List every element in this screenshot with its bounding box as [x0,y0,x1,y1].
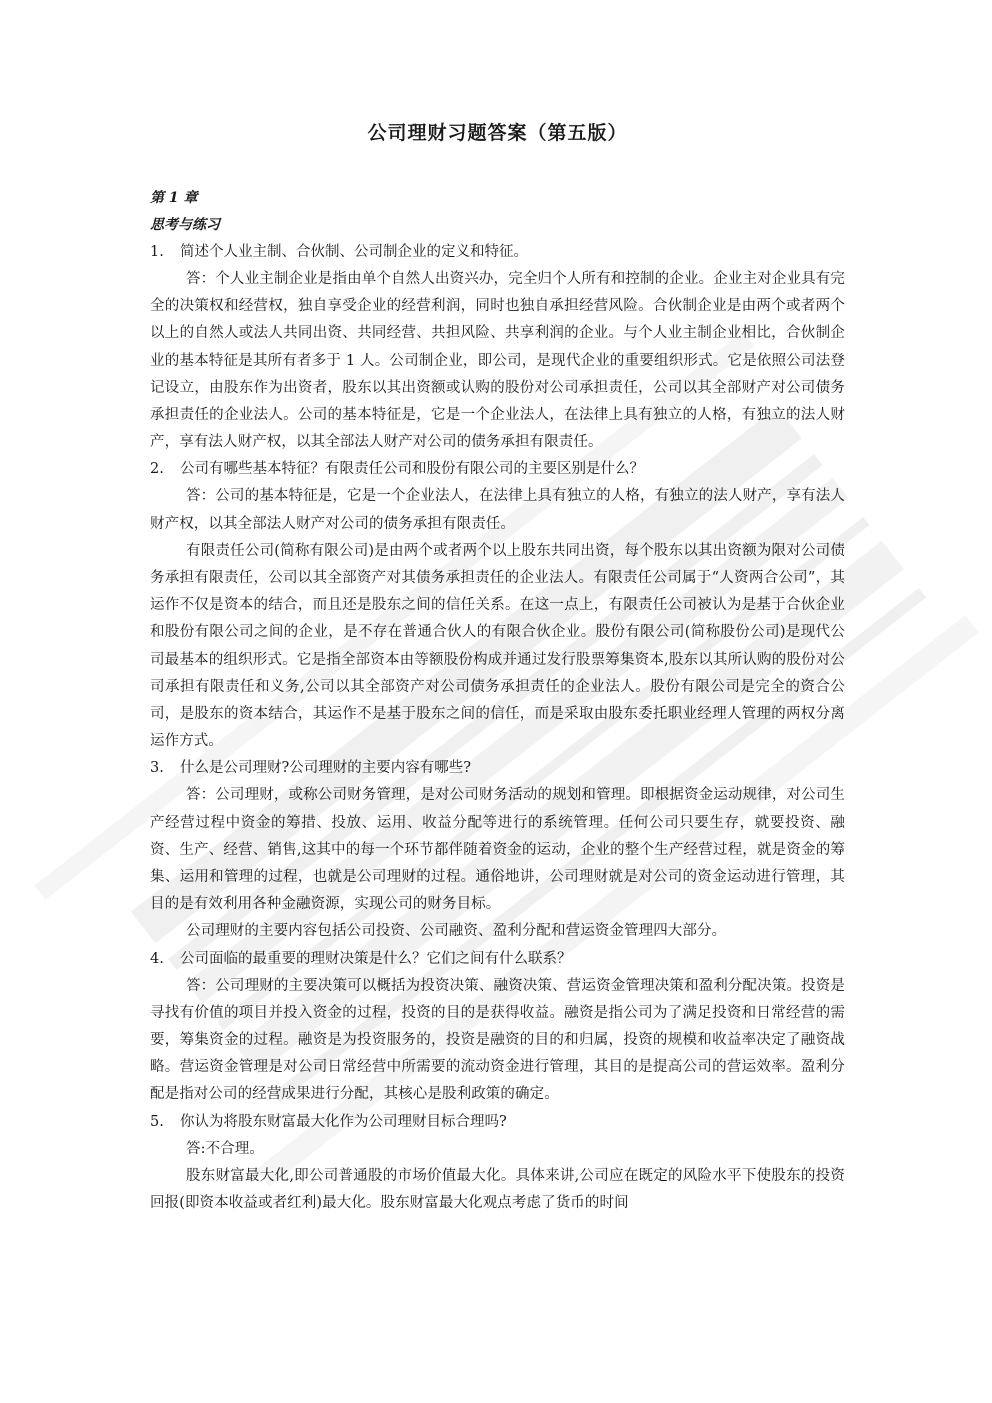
answer-paragraph: 答：公司的基本特征是，它是一个企业法人，在法律上具有独立的人格，有独立的法人财产，享有法人财产权，以其全部法人财产对公司的债务承担有限责任。 [150,488,845,532]
answer-paragraph: 股东财富最大化,即公司普通股的市场价值最大化。具体来讲,公司应在既定的风险水平下使股东的投资回报(即资本收益或者红利)最大化。股东财富最大化观点考虑了货币的时间 [150,1167,845,1212]
section-heading: 思考与练习 [150,217,220,233]
question-text: 简述个人业主制、合伙制、公司制企业的定义和特征。 [180,244,528,260]
question-number: 5. [150,1113,164,1130]
question-4 [150,946,845,973]
answer-paragraph: 答：公司理财，或称公司财务管理，是对公司财务活动的规划和管理。即根据资金运动规律，对公司生产经营过程中资金的筹措、投放、运用、收益分配等进行的系统管理。任何公司只要生存，就要投资、融资、生产、经营、销售,这其中的每一个环节都伴随着资金的运动，企业的整个生产经营过程，就是资金的筹集、运用和管理的过程，也就是公司理财的过程。通俗地讲，公司理财就是对公司的资金运动进行管理，其目的是有效利用各种金融资源，实现公司的财务目标。 [150,787,845,913]
question-text: 公司面临的最重要的理财决策是什么？它们之间有什么联系？ [180,950,572,967]
question-3 [150,755,845,782]
answer-paragraph: 答:不合理。 [186,1140,264,1157]
document-title: 公司理财习题答案（第五版） [367,122,628,144]
question-text: 你认为将股东财富最大化作为公司理财目标合理吗? [180,1113,507,1130]
answer-paragraph: 答：公司理财的主要决策可以概括为投资决策、融资决策、营运资金管理决策和盈利分配决策。投资是寻找有价值的项目并投入资金的过程，投资的目的是获得收益。融资是指公司为了满足投资和日常经营的需要，筹集资金的过程。融资是为投资服务的，投资是融资的目的和归属，投资的规模和收益率决定了融资战略。营运资金管理是对公司日常经营中所需要的流动资金进行管理，其目的是提高公司的营运效率。盈利分配是指对公司的经营成果进行分配，其核心是股利政策的确定。 [150,977,845,1103]
document-content [150,118,845,1217]
question-number: 2. [150,461,164,478]
question-number: 4. [150,950,164,967]
question-text: 什么是公司理财?公司理财的主要内容有哪些? [180,760,472,777]
chapter-heading: 第 1 章 [150,190,198,206]
question-text: 公司有哪些基本特征？有限责任公司和股份有限公司的主要区别是什么？ [180,461,644,478]
question-5 [150,1109,845,1136]
answer-paragraph: 有限责任公司(简称有限公司)是由两个或者两个以上股东共同出资，每个股东以其出资额为限对公司债务承担有限责任，公司以其全部资产对其债务承担责任的企业法人。有限责任公司属于“人资两合公司”，其运作不仅是资本的结合，而且还是股东之间的信任关系。在这一点上，有限责任公司被认为是基于合伙企业和股份有限公司之间的企业，是不存在普通合伙人的有限合伙企业。股份有限公司(简称股份公司)是现代公司最基本的组织形式。它是指全部资本由等额股份构成并通过发行股票筹集资本,股东以其所认购的股份对公司承担有限责任和义务,公司以其全部资产对公司债务承担责任的企业法人。股份有限公司是完全的资合公司，是股东的资本结合，其运作不是基于股东之间的信任，而是采取由股东委托职业经理人管理的两权分离运作方式。 [150,542,845,750]
answer-paragraph: 公司理财的主要内容包括公司投资、公司融资、盈利分配和营运资金管理四大部分。 [186,923,727,940]
question-2 [150,456,845,483]
question-1 [150,239,845,266]
question-number: 3. [150,760,164,777]
answer-paragraph: 答：个人业主制企业是指由单个自然人出资兴办，完全归个人所有和控制的企业。企业主对企业具有完全的决策权和经营权，独自享受企业的经营利润，同时也独自承担经营风险。合伙制企业是由两个或者两个以上的自然人或法人共同出资、共同经营、共担风险、共享利润的企业。与个人业主制企业相比，合伙制企业的基本特征是其所有者多于 1 人。公司制企业，即公司，是现代企业的重要组织形式。它是依照公司法登记设立，由股东作为出资者，股东以其出资额或认购的股份对公司承担责任，公司以其全部财产对公司债务承担责任的企业法人。公司的基本特征是，它是一个企业法人，在法律上具有独立的人格，有独立的法人财产，享有法人财产权，以其全部法人财产对公司的债务承担有限责任。 [150,271,845,451]
question-number: 1. [150,244,164,260]
